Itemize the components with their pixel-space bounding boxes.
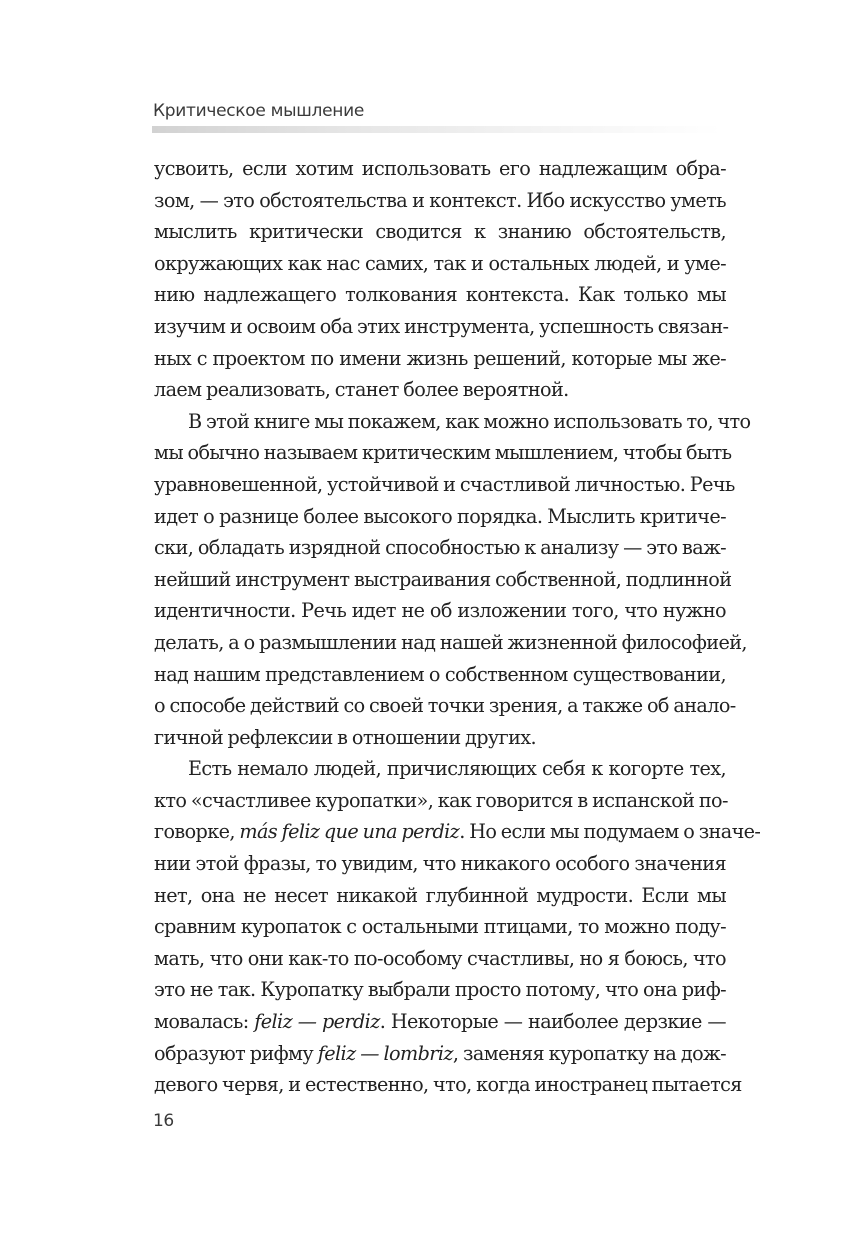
paragraph bbox=[154, 406, 751, 754]
text-line bbox=[154, 216, 726, 248]
text-segment: нии этой фразы, то увидим, что никакого особого значения bbox=[154, 852, 726, 876]
text-line bbox=[154, 1038, 726, 1070]
text-segment: окружающих как нас самих, так и остальных людей, и уме- bbox=[154, 251, 726, 275]
text-line bbox=[154, 1006, 726, 1038]
text-segment: нию надлежащего толкования контекста. Как только мы bbox=[154, 283, 726, 307]
text-line bbox=[154, 311, 729, 343]
paragraph bbox=[154, 753, 761, 1101]
italic-phrase: feliz — lombriz bbox=[317, 1041, 453, 1065]
text-line bbox=[154, 501, 726, 533]
text-segment: мать, что они как-то по-особому счастливы, но я боюсь, что bbox=[154, 946, 726, 970]
text-segment: гичной рефлексии в отношении других. bbox=[154, 725, 536, 749]
text-segment: мы обычно называем критическим мышлением, чтобы быть bbox=[154, 441, 732, 465]
text-segment: над нашим представлением о собственном существовании, bbox=[154, 662, 726, 686]
text-segment: мовалась: bbox=[154, 1010, 255, 1034]
text-segment: , заменяя куропатку на дож- bbox=[452, 1041, 726, 1065]
text-segment: мыслить критически сводится к знанию обстоятельств, bbox=[154, 220, 726, 244]
text-line bbox=[154, 943, 726, 975]
text-line bbox=[154, 974, 726, 1006]
text-line bbox=[154, 690, 736, 722]
text-segment: кто «счастливее куропатки», как говорится в испанской по- bbox=[154, 788, 728, 812]
text-segment: идет о разнице более высокого порядка. Мыслить критиче- bbox=[154, 504, 726, 528]
text-line bbox=[154, 595, 726, 627]
text-segment: это не так. Куропатку выбрали просто потому, что она риф- bbox=[154, 978, 726, 1002]
text-line bbox=[154, 722, 726, 754]
text-segment: ски, обладать изрядной способностью к анализу — это важ- bbox=[154, 536, 726, 560]
text-segment: девого червя, и естественно, что, когда иностранец пытается bbox=[154, 1073, 742, 1097]
body-text bbox=[154, 153, 761, 1101]
text-line bbox=[154, 785, 726, 817]
italic-phrase: más feliz que una perdiz bbox=[239, 820, 460, 844]
text-line bbox=[154, 753, 726, 785]
text-segment: говорке, bbox=[154, 820, 240, 844]
text-line bbox=[154, 816, 761, 848]
text-segment: нейший инструмент выстраивания собственной, подлинной bbox=[154, 567, 732, 591]
text-line bbox=[154, 848, 726, 880]
text-line bbox=[154, 880, 726, 912]
text-line bbox=[154, 564, 732, 596]
text-line bbox=[154, 406, 751, 438]
text-line bbox=[154, 911, 726, 943]
text-segment: образуют рифму bbox=[154, 1041, 318, 1065]
text-segment: сравним куропаток с остальными птицами, то можно поду- bbox=[154, 915, 726, 939]
text-segment: делать, а о размышлении над нашей жизненной философией, bbox=[154, 630, 747, 654]
text-segment: Есть немало людей, причисляющих себя к когорте тех, bbox=[188, 757, 726, 781]
text-line bbox=[154, 469, 735, 501]
text-line bbox=[154, 1069, 742, 1101]
text-segment: . Но если мы подумаем о значе- bbox=[459, 820, 761, 844]
text-segment: В этой книге мы покажем, как можно использовать то, что bbox=[188, 409, 751, 433]
text-line bbox=[154, 659, 726, 691]
text-line bbox=[154, 627, 747, 659]
text-segment: уравновешенной, устойчивой и счастливой личностью. Речь bbox=[154, 472, 735, 496]
text-segment: изучим и освоим оба этих инструмента, успешность связан- bbox=[154, 314, 729, 338]
text-line bbox=[154, 185, 726, 217]
text-line bbox=[154, 437, 732, 469]
text-line bbox=[154, 343, 726, 375]
header-rule bbox=[152, 126, 722, 133]
text-segment: усвоить, если хотим использовать его надлежащим обра- bbox=[154, 157, 726, 180]
text-line bbox=[154, 248, 726, 280]
text-segment: зом, — это обстоятельства и контекст. Ибо искусство уметь bbox=[154, 188, 726, 212]
text-segment: ных с проектом по имени жизнь решений, которые мы же- bbox=[154, 346, 726, 370]
paragraph bbox=[154, 153, 729, 406]
page-number: 16 bbox=[153, 1111, 174, 1131]
italic-phrase: feliz — perdiz bbox=[254, 1010, 380, 1034]
text-line bbox=[154, 532, 726, 564]
text-segment: нет, она не несет никакой глубинной мудрости. Если мы bbox=[154, 883, 726, 907]
text-segment: лаем реализовать, станет более вероятной. bbox=[154, 378, 569, 402]
text-line bbox=[154, 279, 726, 311]
text-segment: о способе действий со своей точки зрения, а также об анало- bbox=[154, 694, 736, 718]
text-line bbox=[154, 153, 726, 185]
text-line bbox=[154, 374, 726, 406]
text-segment: . Некоторые — наиболее дерзкие — bbox=[379, 1010, 726, 1034]
running-head: Критическое мышление bbox=[153, 101, 364, 121]
text-segment: идентичности. Речь идет не об изложении того, что нужно bbox=[154, 599, 726, 623]
